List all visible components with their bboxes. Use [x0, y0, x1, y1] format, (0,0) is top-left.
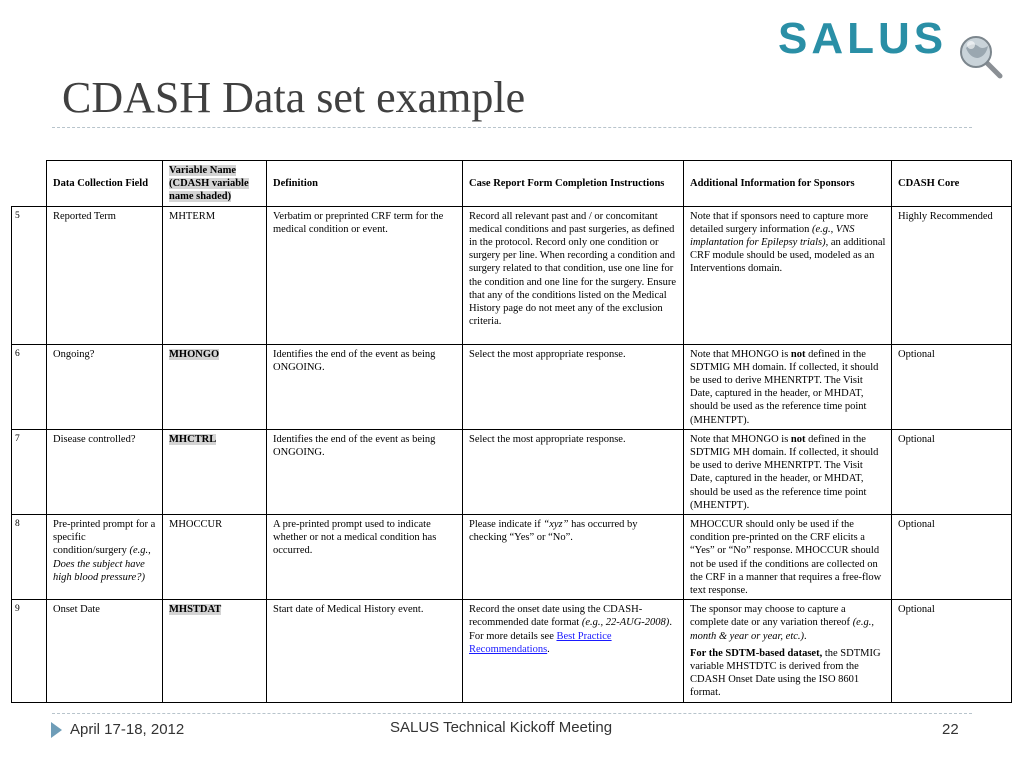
core-cell: Optional: [892, 600, 1012, 702]
sponsors-text-end: .: [804, 630, 807, 642]
variable-cell: [163, 344, 267, 429]
magnifier-globe-icon: [956, 32, 1004, 80]
logo-text: SALUS: [778, 14, 948, 63]
variable-cell: MHTERM: [163, 206, 267, 344]
field-cell: Ongoing?: [47, 344, 163, 429]
header-variable: [163, 161, 267, 207]
variable-cell: MHOCCUR: [163, 515, 267, 600]
instructions-text-end: has occurred by checking “Yes” or “No”.: [469, 519, 638, 544]
sponsors-text: Note that MHONGO is: [690, 433, 791, 445]
instructions-cell: [463, 600, 684, 702]
page-number: 22: [942, 721, 959, 738]
core-cell: Optional: [892, 429, 1012, 514]
sponsors-example: (e.g., month & year or year, etc.): [690, 617, 874, 642]
sponsors-cell: MHOCCUR should only be used if the condition pre-printed on the CRF elicits a “Yes” or “No” response. MHOCCUR should not be used if the conditions are collected on the CRF in a manner that requires a free-flow text response.: [684, 515, 892, 600]
sponsors-cell: [684, 344, 892, 429]
variable-cell: [163, 600, 267, 702]
instructions-text-end: .: [547, 643, 550, 655]
definition-cell: Verbatim or preprinted CRF term for the medical condition or event.: [267, 206, 463, 344]
header-core: CDASH Core: [892, 161, 1012, 207]
cdash-table: [11, 160, 1012, 703]
definition-cell: Start date of Medical History event.: [267, 600, 463, 702]
sponsors-cell: [684, 206, 892, 344]
definition-cell: Identifies the end of the event as being ONGOING.: [267, 344, 463, 429]
field-text: Pre-printed prompt for a specific condition/surgery: [53, 519, 156, 557]
instructions-text-mid: . For more details see: [469, 617, 672, 642]
header-definition: Definition: [267, 161, 463, 207]
title-divider: [52, 127, 972, 128]
header-variable-label: Variable Name (CDASH variable name shaded): [169, 165, 249, 203]
row-number: 7: [12, 429, 47, 514]
sponsors-text-end: defined in the SDTMIG MH domain. If collected, it should be used to derive MHENRTPT. The Visit Date, captured in the header, or MHDAT, should be used as the reference time point (MHENTPT).: [690, 433, 879, 511]
header-instructions: Case Report Form Completion Instructions: [463, 161, 684, 207]
definition-cell: Identifies the end of the event as being ONGOING.: [267, 429, 463, 514]
variable-shaded: MHSTDAT: [169, 604, 222, 616]
table-row: [12, 515, 1012, 600]
header-field: Data Collection Field: [47, 161, 163, 207]
footer-date: April 17-18, 2012: [70, 721, 185, 738]
page-title: CDASH Data set example: [62, 73, 526, 122]
table-header-row: [12, 161, 1012, 207]
table-row: [12, 344, 1012, 429]
row-number: 5: [12, 206, 47, 344]
instructions-cell: [463, 515, 684, 600]
table-row: [12, 600, 1012, 702]
header-num: [12, 161, 47, 207]
instructions-cell: Record all relevant past and / or concomitant medical conditions and past surgeries, as defined in the protocol. Record only one condition or surgery per line. When recording a condition and surgery related to that condition, use one line for the condition and one line for the surgery. Ensure that any of the conditions listed on the Medical History page do not meet any of the exclusion criteria.: [463, 206, 684, 344]
definition-cell: A pre-printed prompt used to indicate whether or not a medical condition has occurred.: [267, 515, 463, 600]
field-cell: [47, 515, 163, 600]
best-practice-link[interactable]: Best Practice Recommendations: [469, 630, 612, 655]
sponsors-cell: [684, 600, 892, 702]
instructions-example: (e.g., 22-AUG-2008): [581, 617, 670, 629]
table-row: [12, 429, 1012, 514]
instructions-example: “xyz”: [543, 519, 569, 531]
salus-logo: [778, 12, 1008, 80]
sponsors-example: (e.g., VNS implantation for Epilepsy trials): [690, 223, 855, 249]
instructions-text: Please indicate if: [469, 519, 544, 531]
sponsors-text: The sponsor may choose to capture a complete date or any variation thereof: [690, 604, 853, 629]
sponsors-text-tail: the SDTMIG variable MHSTDTC is derived from the CDASH Onset Date using the ISO 8601 format.: [690, 647, 881, 699]
sponsors-emphasis: not: [790, 433, 806, 445]
field-cell: Disease controlled?: [47, 429, 163, 514]
footer-divider: [52, 713, 972, 714]
sponsors-text: Note that if sponsors need to capture more detailed surgery information: [690, 210, 869, 235]
row-number: 6: [12, 344, 47, 429]
instructions-text: Record the onset date using the CDASH-recommended date format: [469, 604, 643, 629]
sponsors-text-end: defined in the SDTMIG MH domain. If collected, it should be used to derive MHENRTPT. The Visit Date, captured in the header, or MHDAT, should be used as the reference time point (MHENTPT).: [690, 348, 879, 426]
instructions-cell: Select the most appropriate response.: [463, 344, 684, 429]
sponsors-bold-lead: For the SDTM-based dataset,: [690, 647, 823, 659]
field-cell: Onset Date: [47, 600, 163, 702]
field-cell: Reported Term: [47, 206, 163, 344]
row-number: 8: [12, 515, 47, 600]
sponsors-cell: [684, 429, 892, 514]
core-cell: Optional: [892, 515, 1012, 600]
sponsors-text: Note that MHONGO is: [690, 348, 791, 360]
field-example: (e.g., Does the subject have high blood pressure?): [53, 545, 151, 583]
paragraph-gap: [690, 643, 886, 647]
row-number: 9: [12, 600, 47, 702]
table-row: [12, 206, 1012, 344]
footer-meeting-title: SALUS Technical Kickoff Meeting: [390, 719, 613, 736]
header-sponsors: Additional Information for Sponsors: [684, 161, 892, 207]
footer-triangle-icon: [51, 722, 62, 738]
variable-cell: [163, 429, 267, 514]
core-cell: Highly Recommended: [892, 206, 1012, 344]
instructions-cell: Select the most appropriate response.: [463, 429, 684, 514]
variable-shaded: MHONGO: [169, 348, 220, 360]
core-cell: Optional: [892, 344, 1012, 429]
sponsors-text-end: , an additional CRF module should be used, modeled as an Interventions domain.: [690, 237, 886, 275]
variable-shaded: MHCTRL: [169, 433, 217, 445]
sponsors-emphasis: not: [790, 348, 806, 360]
